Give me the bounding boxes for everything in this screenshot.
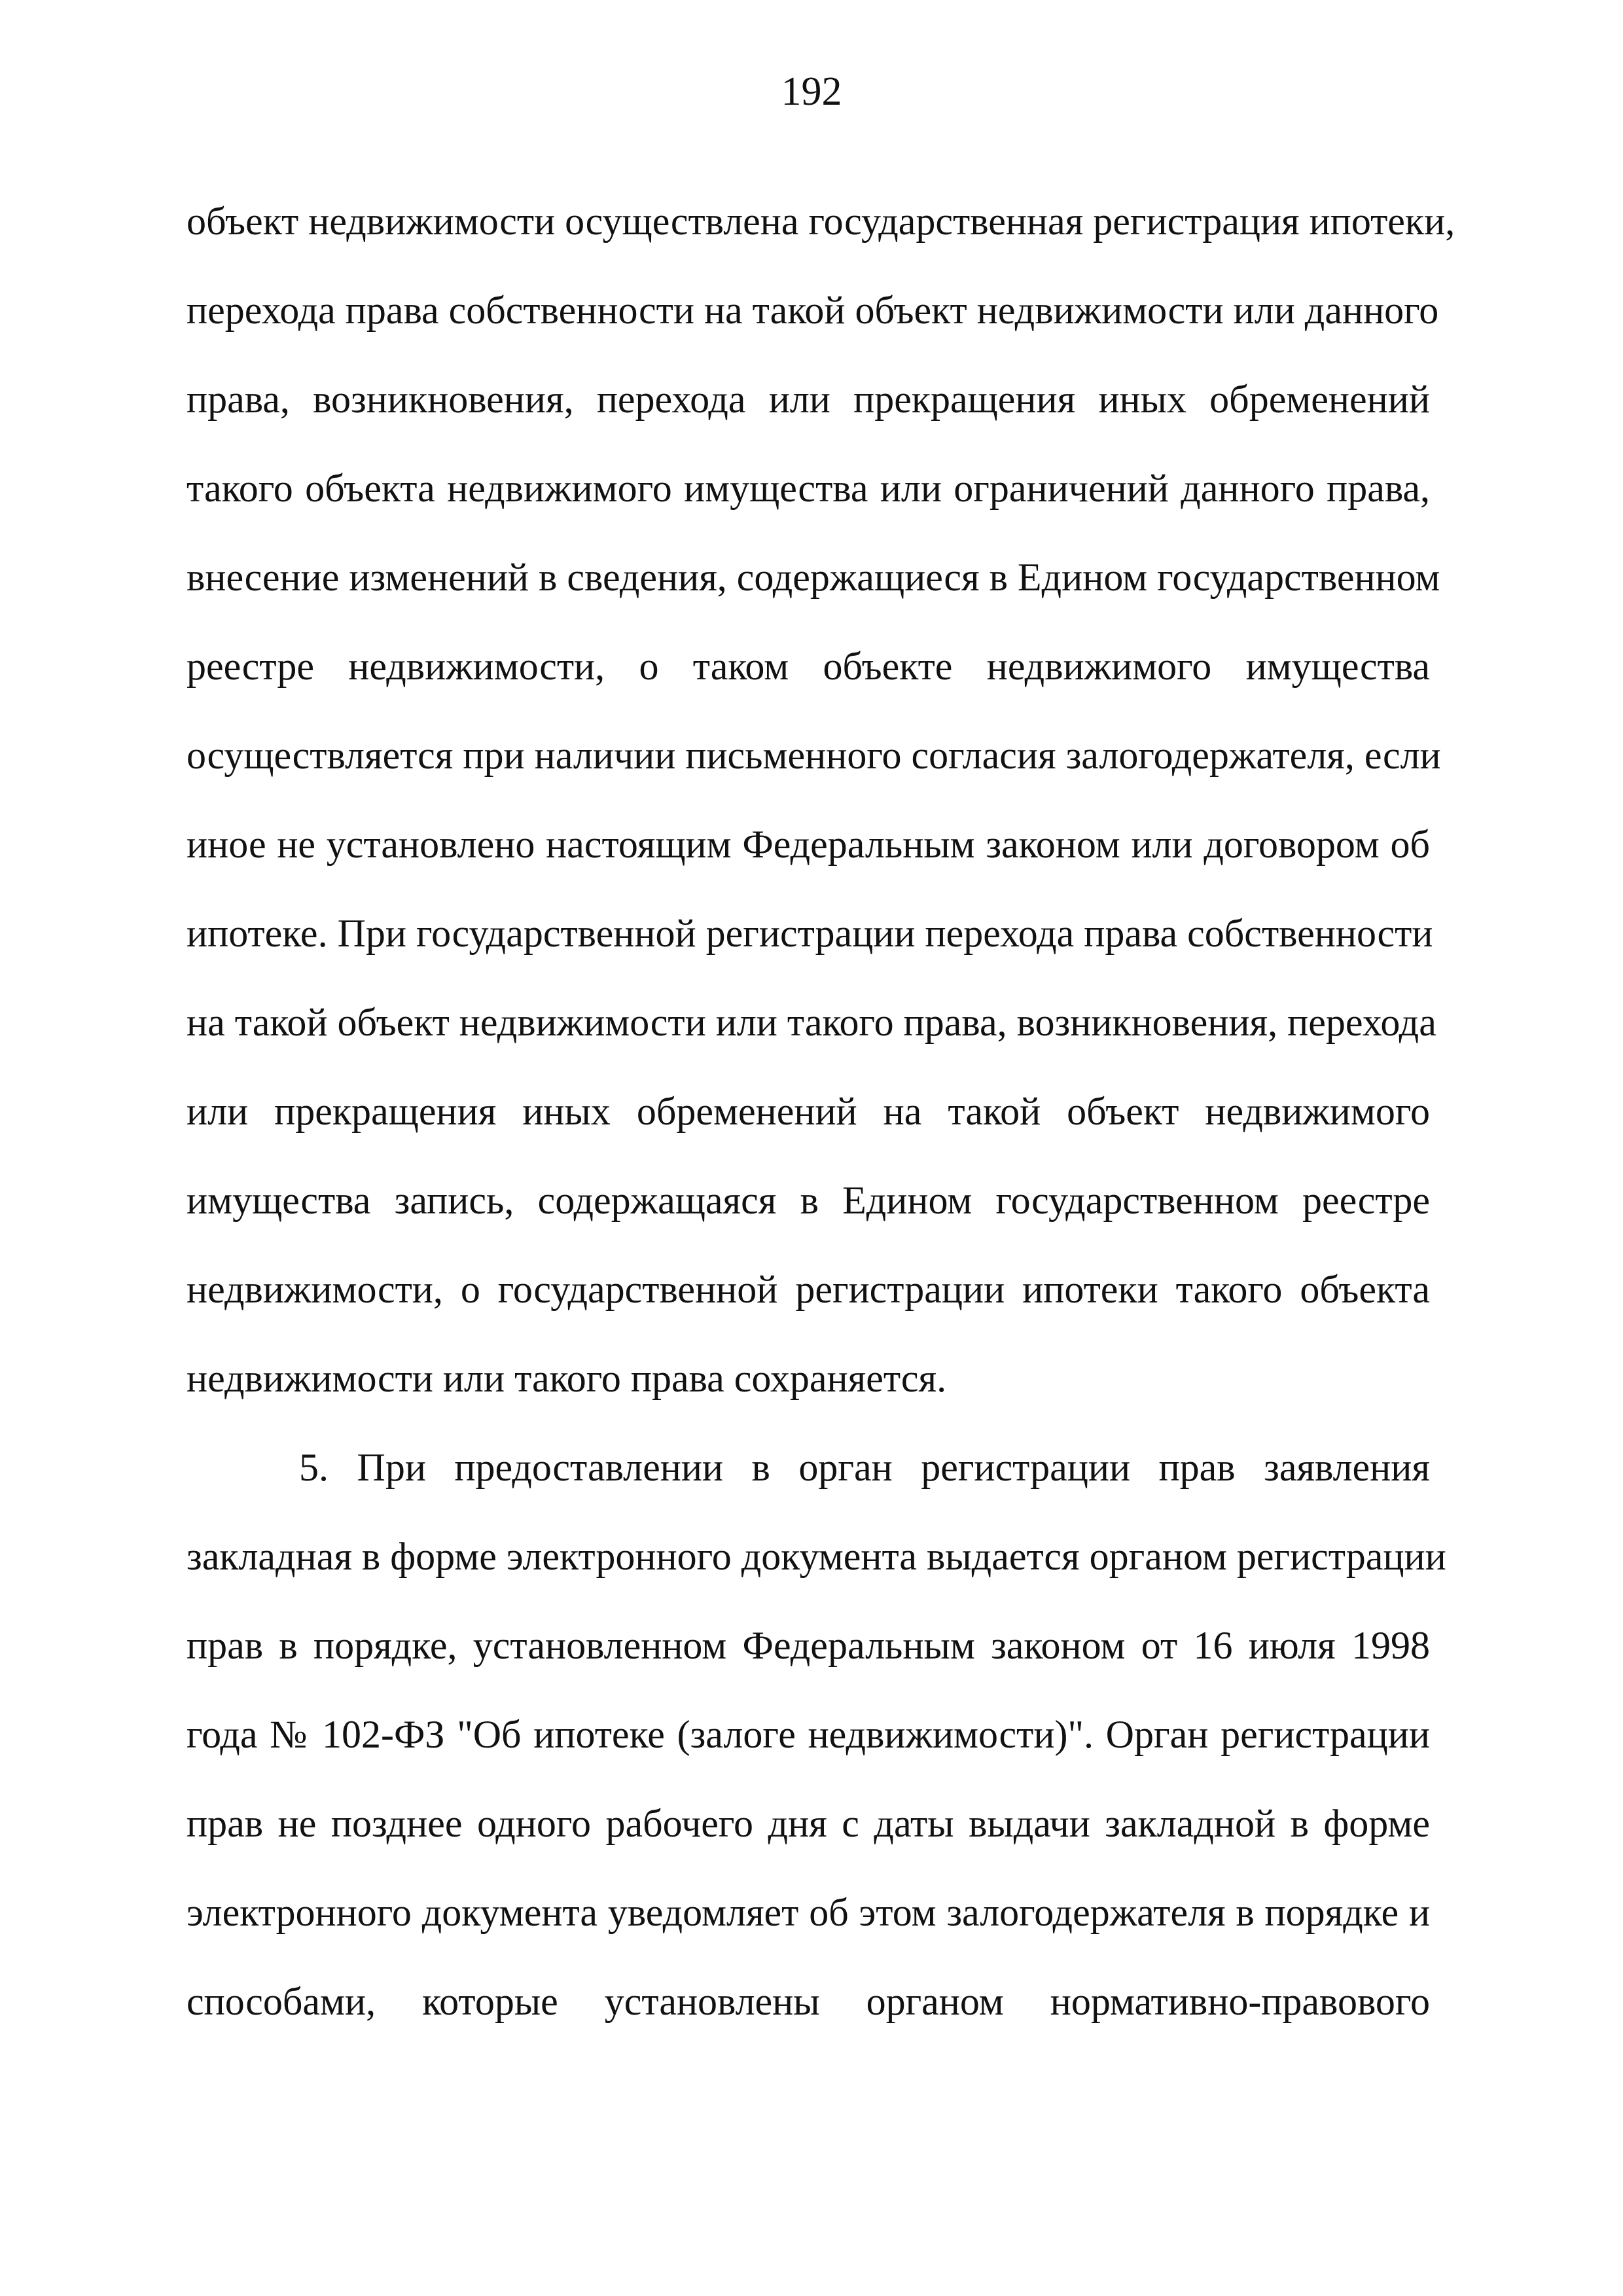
text-line: способами, которые установлены органом нормативно-правового (187, 1980, 1430, 2023)
text-line: иное не установлено настоящим Федеральным законом или договором об (187, 823, 1430, 866)
text-line: перехода права собственности на такой объект недвижимости или данного (187, 289, 1439, 332)
text-line: недвижимости или такого права сохраняется. (187, 1357, 947, 1400)
text-line: осуществляется при наличии письменного согласия залогодержателя, если (187, 734, 1441, 777)
text-line: электронного документа уведомляет об этом залогодержателя в порядке и (187, 1891, 1430, 1934)
text-line: реестре недвижимости, о таком объекте недвижимого имущества (187, 645, 1430, 688)
paragraph-continued (187, 177, 1455, 1423)
body-text (187, 177, 1455, 2046)
text-line: прав в порядке, установленном Федеральным законом от 16 июля 1998 (187, 1624, 1430, 1667)
text-line: или прекращения иных обременений на такой объект недвижимого (187, 1090, 1430, 1133)
text-line: закладная в форме электронного документа выдается органом регистрации (187, 1535, 1446, 1578)
text-line: объект недвижимости осуществлена государственная регистрация ипотеки, (187, 200, 1455, 243)
text-line: на такой объект недвижимости или такого права, возникновения, перехода (187, 1001, 1436, 1044)
text-line: года № 102-ФЗ "Об ипотеке (залоге недвижимости)". Орган регистрации (187, 1713, 1430, 1756)
text-line: 5. При предоставлении в орган регистрации прав заявления (299, 1446, 1430, 1489)
page-number: 192 (781, 69, 842, 114)
text-line: прав не позднее одного рабочего дня с даты выдачи закладной в форме (187, 1802, 1430, 1845)
text-line: права, возникновения, перехода или прекращения иных обременений (187, 378, 1430, 421)
text-line: имущества запись, содержащаяся в Едином государственном реестре (187, 1179, 1430, 1222)
text-line: внесение изменений в сведения, содержащиеся в Едином государственном (187, 556, 1440, 599)
text-line: недвижимости, о государственной регистрации ипотеки такого объекта (187, 1268, 1430, 1311)
paragraph-5 (187, 1423, 1446, 2046)
text-line: ипотеке. При государственной регистрации перехода права собственности (187, 912, 1433, 955)
text-line: такого объекта недвижимого имущества или ограничений данного права, (187, 467, 1430, 510)
